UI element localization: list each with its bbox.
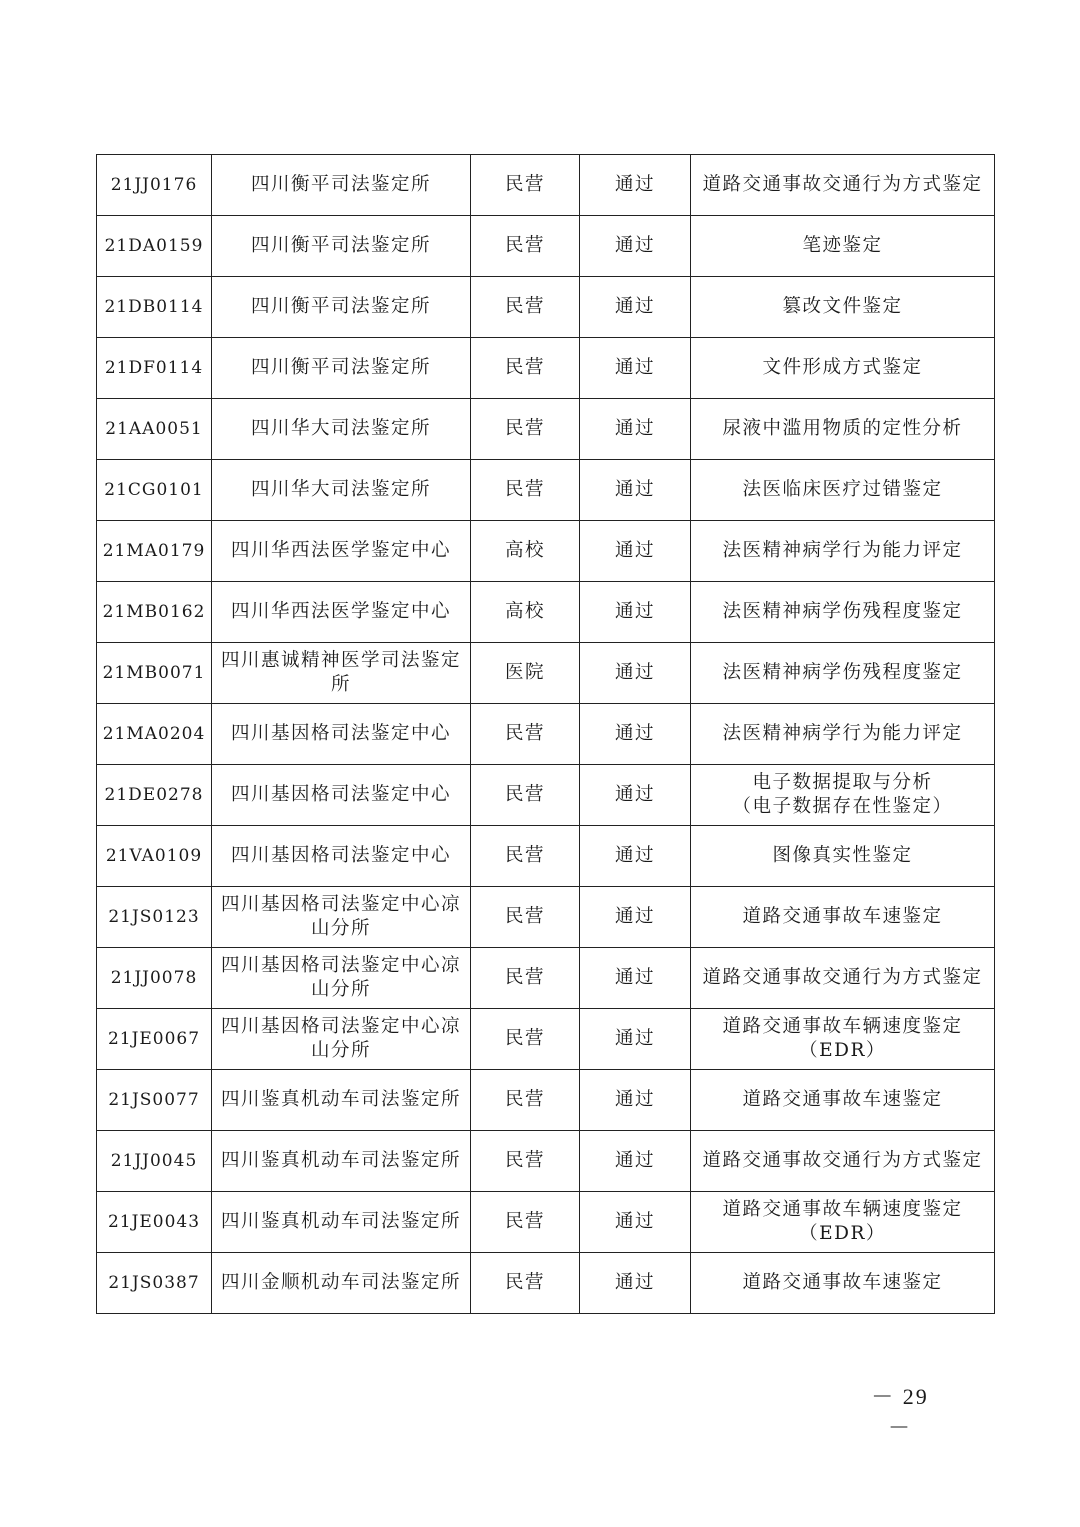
cell-organization-text: 四川惠诚精神医学司法鉴定所 xyxy=(220,650,461,695)
cell-institution-type-text: 民营 xyxy=(504,845,545,866)
cell-code xyxy=(97,1070,212,1131)
cell-organization-text: 四川华大司法鉴定所 xyxy=(250,418,431,439)
cell-organization xyxy=(212,1253,471,1314)
cell-appraisal-item xyxy=(691,1131,995,1192)
table-row xyxy=(97,1009,995,1070)
cell-institution-type xyxy=(471,1192,580,1253)
table-row xyxy=(97,765,995,826)
cell-result-text: 通过 xyxy=(614,723,655,744)
table-row xyxy=(97,1131,995,1192)
cell-organization xyxy=(212,1131,471,1192)
cell-result-text: 通过 xyxy=(614,784,655,805)
cell-organization xyxy=(212,1192,471,1253)
cell-appraisal-item-text: 法医精神病学行为能力评定 xyxy=(722,540,963,561)
cell-appraisal-item-text: 尿液中滥用物质的定性分析 xyxy=(722,418,963,439)
cell-result-text: 通过 xyxy=(614,357,655,378)
cell-appraisal-item-text: 道路交通事故交通行为方式鉴定 xyxy=(702,967,983,988)
cell-organization xyxy=(212,338,471,399)
cell-institution-type xyxy=(471,704,580,765)
table-row xyxy=(97,216,995,277)
cell-result xyxy=(580,277,691,338)
table-row xyxy=(97,1070,995,1131)
cell-result xyxy=(580,216,691,277)
cell-result-text: 通过 xyxy=(614,1211,655,1232)
cell-result xyxy=(580,948,691,1009)
cell-institution-type xyxy=(471,521,580,582)
cell-organization-text: 四川衡平司法鉴定所 xyxy=(250,174,431,195)
cell-appraisal-item-text: 文件形成方式鉴定 xyxy=(762,357,923,378)
cell-institution-type-text: 民营 xyxy=(504,357,545,378)
cell-institution-type xyxy=(471,948,580,1009)
cell-code xyxy=(97,582,212,643)
cell-code xyxy=(97,765,212,826)
cell-appraisal-item-text: 法医精神病学行为能力评定 xyxy=(722,723,963,744)
cell-result xyxy=(580,1192,691,1253)
cell-appraisal-item xyxy=(691,338,995,399)
cell-appraisal-item xyxy=(691,460,995,521)
cell-institution-type-text: 高校 xyxy=(504,540,545,561)
cell-result xyxy=(580,1009,691,1070)
cell-result xyxy=(580,399,691,460)
cell-result xyxy=(580,1131,691,1192)
cell-result xyxy=(580,155,691,216)
cell-organization xyxy=(212,826,471,887)
cell-result-text: 通过 xyxy=(614,1272,655,1293)
cell-code-text: 21JS0387 xyxy=(108,1273,200,1293)
cell-result xyxy=(580,887,691,948)
cell-organization xyxy=(212,582,471,643)
cell-institution-type xyxy=(471,887,580,948)
table-body xyxy=(97,155,995,1314)
cell-appraisal-item-text: 道路交通事故车辆速度鉴定（EDR） xyxy=(722,1016,963,1061)
cell-appraisal-item xyxy=(691,765,995,826)
cell-appraisal-item xyxy=(691,948,995,1009)
cell-result-text: 通过 xyxy=(614,1150,655,1171)
cell-organization xyxy=(212,1070,471,1131)
cell-institution-type-text: 高校 xyxy=(504,601,545,622)
cell-institution-type-text: 民营 xyxy=(504,1211,545,1232)
cell-code-text: 21MB0071 xyxy=(102,663,206,683)
cell-organization xyxy=(212,887,471,948)
cell-organization-text: 四川鉴真机动车司法鉴定所 xyxy=(220,1211,461,1232)
cell-organization-text: 四川鉴真机动车司法鉴定所 xyxy=(220,1089,461,1110)
cell-institution-type-text: 民营 xyxy=(504,906,545,927)
cell-code-text: 21VA0109 xyxy=(105,846,203,866)
cell-result-text: 通过 xyxy=(614,1028,655,1049)
cell-organization-text: 四川华西法医学鉴定中心 xyxy=(230,601,451,622)
cell-appraisal-item xyxy=(691,582,995,643)
cell-institution-type xyxy=(471,765,580,826)
cell-institution-type xyxy=(471,1009,580,1070)
cell-appraisal-item xyxy=(691,826,995,887)
cell-code-text: 21DF0114 xyxy=(104,358,204,378)
cell-organization-text: 四川华西法医学鉴定中心 xyxy=(230,540,451,561)
cell-organization xyxy=(212,704,471,765)
table-row xyxy=(97,948,995,1009)
cell-appraisal-item xyxy=(691,1009,995,1070)
cell-institution-type-text: 民营 xyxy=(504,723,545,744)
appraisal-table xyxy=(96,154,995,1314)
cell-appraisal-item-text: 道路交通事故车速鉴定 xyxy=(742,1272,943,1293)
cell-organization-text: 四川金顺机动车司法鉴定所 xyxy=(220,1272,461,1293)
cell-appraisal-item-text: 道路交通事故交通行为方式鉴定 xyxy=(702,174,983,195)
cell-result-text: 通过 xyxy=(614,662,655,683)
cell-organization xyxy=(212,155,471,216)
cell-result xyxy=(580,1070,691,1131)
cell-appraisal-item xyxy=(691,704,995,765)
table-row xyxy=(97,399,995,460)
cell-result-text: 通过 xyxy=(614,1089,655,1110)
cell-organization-text: 四川衡平司法鉴定所 xyxy=(250,357,431,378)
cell-appraisal-item xyxy=(691,216,995,277)
cell-organization-text: 四川基因格司法鉴定中心凉 山分所 xyxy=(220,1016,461,1061)
cell-code-text: 21MA0179 xyxy=(102,541,206,561)
cell-code-text: 21DE0278 xyxy=(104,785,204,805)
cell-organization-text: 四川基因格司法鉴定中心凉 山分所 xyxy=(220,955,461,1000)
cell-appraisal-item-text: 道路交通事故车速鉴定 xyxy=(742,906,943,927)
cell-institution-type-text: 民营 xyxy=(504,1028,545,1049)
cell-organization xyxy=(212,643,471,704)
cell-appraisal-item-text: 法医临床医疗过错鉴定 xyxy=(742,479,943,500)
cell-code xyxy=(97,1253,212,1314)
cell-result-text: 通过 xyxy=(614,235,655,256)
table-row xyxy=(97,277,995,338)
cell-code-text: 21JJ0045 xyxy=(110,1151,198,1171)
cell-institution-type xyxy=(471,1070,580,1131)
cell-institution-type xyxy=(471,399,580,460)
cell-result-text: 通过 xyxy=(614,174,655,195)
cell-result-text: 通过 xyxy=(614,967,655,988)
cell-appraisal-item-text: 道路交通事故车辆速度鉴定（EDR） xyxy=(722,1199,963,1244)
cell-institution-type-text: 民营 xyxy=(504,235,545,256)
table-row xyxy=(97,155,995,216)
cell-code xyxy=(97,1192,212,1253)
cell-appraisal-item xyxy=(691,155,995,216)
cell-appraisal-item-text: 法医精神病学伤残程度鉴定 xyxy=(722,601,963,622)
cell-result xyxy=(580,521,691,582)
cell-institution-type xyxy=(471,216,580,277)
cell-result xyxy=(580,765,691,826)
cell-appraisal-item-text: 笔迹鉴定 xyxy=(802,235,883,256)
cell-appraisal-item-text: 法医精神病学伤残程度鉴定 xyxy=(722,662,963,683)
page-number: － 29 － xyxy=(871,1384,929,1440)
cell-result xyxy=(580,460,691,521)
table-row xyxy=(97,521,995,582)
cell-appraisal-item-text: 篡改文件鉴定 xyxy=(782,296,903,317)
cell-result-text: 通过 xyxy=(614,479,655,500)
table-row xyxy=(97,643,995,704)
cell-appraisal-item xyxy=(691,399,995,460)
cell-code-text: 21MA0204 xyxy=(102,724,206,744)
cell-institution-type xyxy=(471,338,580,399)
cell-institution-type-text: 民营 xyxy=(504,1089,545,1110)
cell-appraisal-item xyxy=(691,277,995,338)
cell-organization xyxy=(212,521,471,582)
cell-result-text: 通过 xyxy=(614,601,655,622)
cell-institution-type-text: 民营 xyxy=(504,174,545,195)
cell-institution-type-text: 民营 xyxy=(504,967,545,988)
cell-code xyxy=(97,704,212,765)
cell-code xyxy=(97,948,212,1009)
cell-appraisal-item-text: 电子数据提取与分析 （电子数据存在性鉴定） xyxy=(732,772,953,817)
cell-institution-type xyxy=(471,582,580,643)
cell-result-text: 通过 xyxy=(614,296,655,317)
cell-institution-type xyxy=(471,155,580,216)
cell-organization-text: 四川基因格司法鉴定中心凉 山分所 xyxy=(220,894,461,939)
cell-code-text: 21JJ0176 xyxy=(110,175,198,195)
cell-appraisal-item xyxy=(691,1253,995,1314)
cell-organization xyxy=(212,948,471,1009)
cell-organization xyxy=(212,460,471,521)
cell-result-text: 通过 xyxy=(614,418,655,439)
cell-result xyxy=(580,826,691,887)
cell-appraisal-item-text: 道路交通事故车速鉴定 xyxy=(742,1089,943,1110)
cell-organization-text: 四川华大司法鉴定所 xyxy=(250,479,431,500)
cell-organization xyxy=(212,216,471,277)
cell-institution-type xyxy=(471,826,580,887)
cell-organization xyxy=(212,399,471,460)
cell-organization xyxy=(212,765,471,826)
cell-result xyxy=(580,338,691,399)
cell-institution-type-text: 医院 xyxy=(504,662,545,683)
table-row xyxy=(97,338,995,399)
cell-code xyxy=(97,521,212,582)
cell-code xyxy=(97,399,212,460)
cell-appraisal-item xyxy=(691,887,995,948)
cell-appraisal-item-text: 图像真实性鉴定 xyxy=(772,845,913,866)
cell-result xyxy=(580,643,691,704)
cell-appraisal-item xyxy=(691,1070,995,1131)
cell-institution-type xyxy=(471,1253,580,1314)
cell-code-text: 21JS0077 xyxy=(108,1090,200,1110)
cell-code-text: 21AA0051 xyxy=(105,419,203,439)
cell-code xyxy=(97,643,212,704)
cell-result xyxy=(580,1253,691,1314)
cell-code xyxy=(97,460,212,521)
cell-institution-type xyxy=(471,460,580,521)
cell-code-text: 21MB0162 xyxy=(102,602,206,622)
cell-institution-type-text: 民营 xyxy=(504,1272,545,1293)
cell-result xyxy=(580,582,691,643)
cell-result-text: 通过 xyxy=(614,540,655,561)
cell-institution-type-text: 民营 xyxy=(504,1150,545,1171)
cell-code-text: 21DB0114 xyxy=(104,297,204,317)
cell-code xyxy=(97,1131,212,1192)
cell-code-text: 21JE0043 xyxy=(107,1212,201,1232)
cell-institution-type-text: 民营 xyxy=(504,296,545,317)
cell-institution-type-text: 民营 xyxy=(504,479,545,500)
cell-appraisal-item xyxy=(691,643,995,704)
table-row xyxy=(97,582,995,643)
cell-organization xyxy=(212,1009,471,1070)
cell-institution-type xyxy=(471,277,580,338)
cell-institution-type-text: 民营 xyxy=(504,418,545,439)
cell-organization-text: 四川衡平司法鉴定所 xyxy=(250,235,431,256)
table-row xyxy=(97,704,995,765)
cell-code xyxy=(97,155,212,216)
cell-code xyxy=(97,826,212,887)
cell-result-text: 通过 xyxy=(614,906,655,927)
cell-organization xyxy=(212,277,471,338)
cell-institution-type-text: 民营 xyxy=(504,784,545,805)
table-row xyxy=(97,1192,995,1253)
cell-institution-type xyxy=(471,643,580,704)
cell-institution-type xyxy=(471,1131,580,1192)
cell-organization-text: 四川基因格司法鉴定中心 xyxy=(230,723,451,744)
cell-appraisal-item-text: 道路交通事故交通行为方式鉴定 xyxy=(702,1150,983,1171)
cell-result xyxy=(580,704,691,765)
cell-organization-text: 四川鉴真机动车司法鉴定所 xyxy=(220,1150,461,1171)
cell-code xyxy=(97,338,212,399)
table-row xyxy=(97,826,995,887)
table-row xyxy=(97,460,995,521)
cell-code xyxy=(97,216,212,277)
cell-organization-text: 四川基因格司法鉴定中心 xyxy=(230,784,451,805)
cell-result-text: 通过 xyxy=(614,845,655,866)
table-row xyxy=(97,887,995,948)
cell-organization-text: 四川基因格司法鉴定中心 xyxy=(230,845,451,866)
cell-code-text: 21JS0123 xyxy=(108,907,200,927)
cell-code-text: 21JE0067 xyxy=(107,1029,201,1049)
table-row xyxy=(97,1253,995,1314)
cell-code xyxy=(97,887,212,948)
cell-code xyxy=(97,277,212,338)
cell-organization-text: 四川衡平司法鉴定所 xyxy=(250,296,431,317)
cell-code xyxy=(97,1009,212,1070)
cell-code-text: 21JJ0078 xyxy=(110,968,198,988)
cell-code-text: 21CG0101 xyxy=(104,480,204,500)
cell-appraisal-item xyxy=(691,1192,995,1253)
cell-appraisal-item xyxy=(691,521,995,582)
cell-code-text: 21DA0159 xyxy=(104,236,204,256)
